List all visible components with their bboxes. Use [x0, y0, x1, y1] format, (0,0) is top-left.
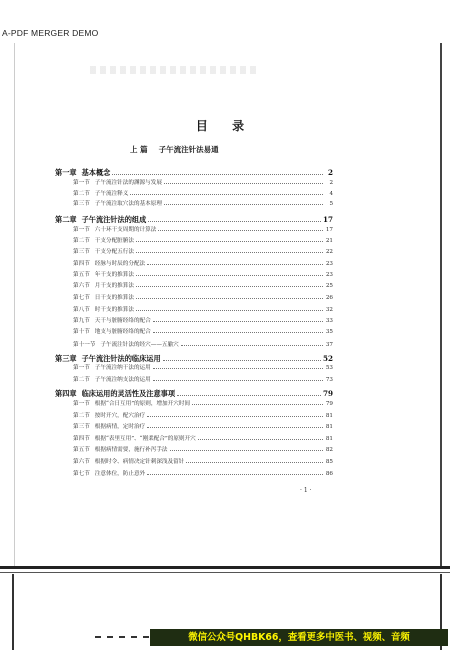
- toc-number: 第一节: [73, 227, 90, 233]
- toc-title-text: 根据病情需要，施行补泻手法: [94, 447, 168, 453]
- dot-leader: [153, 367, 323, 369]
- toc-section-row: [73, 180, 333, 187]
- toc-number: 第十节: [73, 329, 90, 335]
- toc-number: 第一节: [73, 180, 90, 186]
- toc-section-row: [73, 283, 333, 290]
- toc-page-number: 85: [325, 459, 333, 465]
- toc-title-text: 天干与脏腑经络的配合: [94, 318, 151, 324]
- toc-number: 第一章: [55, 168, 77, 177]
- toc-number: 第七节: [73, 295, 90, 301]
- toc-section-row: [73, 377, 333, 384]
- toc-number: 第九节: [73, 318, 90, 324]
- toc-title-text: 子午流注纳支法的运用: [94, 377, 151, 383]
- toc-section-row: [73, 201, 333, 208]
- toc-chapter-row: [55, 168, 333, 177]
- toc-number: 第四节: [73, 436, 90, 442]
- dot-leader: [192, 403, 323, 405]
- toc-page-number: 33: [325, 318, 333, 324]
- toc-section-row: [73, 307, 333, 314]
- toc-page-number: 4: [329, 191, 333, 197]
- toc-section-row: [73, 424, 333, 431]
- toc-title-text: 注意体位，防止意外: [94, 471, 146, 477]
- toc-section-row: [73, 329, 333, 336]
- toc-page-number: 79: [325, 401, 333, 407]
- toc-title-text: 根据“合日互用”的原则，增加开穴时间: [94, 401, 191, 407]
- dot-leader: [153, 320, 323, 322]
- toc-section-row: [73, 447, 333, 454]
- dot-leader: [158, 229, 323, 231]
- dot-leader: [148, 220, 321, 222]
- part-heading: [130, 144, 320, 155]
- dot-leader: [147, 426, 323, 428]
- page-separator-thick: [0, 566, 450, 569]
- toc-page-number: 26: [325, 295, 333, 301]
- dot-leader: [112, 173, 323, 175]
- toc-title-text: 六十环干支周期的计算法: [94, 227, 157, 233]
- toc-section-row: [73, 459, 333, 466]
- toc-page-number: 17: [325, 227, 333, 233]
- dot-leader: [136, 251, 323, 253]
- toc-page-number: 37: [325, 342, 333, 348]
- toc-title-text: 子午流注纳干法的运用: [94, 365, 151, 371]
- toc-number: 第六节: [73, 283, 90, 289]
- part-label: 上 篇: [130, 145, 148, 154]
- toc-page-number: 21: [325, 238, 333, 244]
- toc-number: 第六节: [73, 459, 90, 465]
- dot-leader: [181, 344, 323, 346]
- toc-title-text: 根据“表里互用”、“刚柔配合”的原则开穴: [94, 436, 196, 442]
- toc-title-text: 基本概念: [81, 168, 111, 177]
- toc-number: 第四节: [73, 261, 90, 267]
- dot-leader: [164, 203, 323, 205]
- toc-title-text: 日干支的推算法: [94, 295, 134, 301]
- toc-number: 第二节: [73, 413, 90, 419]
- part-title: 子午流注针法易通: [158, 145, 219, 154]
- toc-page-number: 82: [325, 447, 333, 453]
- toc-number: 第二章: [55, 215, 77, 224]
- toc-title: 目 录: [195, 119, 255, 133]
- toc-page-number: 5: [329, 201, 333, 207]
- toc-number: 第三节: [73, 249, 90, 255]
- toc-section-row: [73, 318, 333, 325]
- dot-leader: [147, 415, 323, 417]
- toc-title-text: 根据时令、病情决定针刺深浅及留针: [94, 459, 185, 465]
- dot-leader: [136, 274, 323, 276]
- dot-leader: [136, 297, 323, 299]
- toc-number: 第一节: [73, 365, 90, 371]
- toc-page-number: 2: [327, 168, 333, 177]
- dot-leader: [177, 394, 321, 396]
- toc-number: 第十一节: [73, 342, 96, 348]
- toc-section-row: [73, 365, 333, 372]
- toc-section-row: [73, 295, 333, 302]
- toc-page-number: 17: [322, 215, 333, 224]
- dot-leader: [130, 193, 323, 195]
- toc-title-text: 月干支的推算法: [94, 283, 134, 289]
- toc-title-text: 干支分配脏腑法: [94, 238, 134, 244]
- toc-page-number: 86: [325, 471, 333, 477]
- page-number: · 1 ·: [300, 487, 312, 494]
- dot-leader: [136, 285, 323, 287]
- toc-number: 第二节: [73, 377, 90, 383]
- toc-title-text: 经脉与时辰的分配法: [94, 261, 146, 267]
- toc-page-number: 81: [325, 424, 333, 430]
- toc-title-text: 根据病情，定时治疗: [94, 424, 146, 430]
- toc-page-number: 22: [325, 249, 333, 255]
- toc-number: 第三章: [55, 354, 77, 363]
- dot-leader: [186, 461, 323, 463]
- toc-number: 第二节: [73, 238, 90, 244]
- toc-title-text: 临床运用的灵活性及注意事项: [81, 389, 176, 398]
- toc-section-row: [73, 471, 333, 478]
- toc-title-text: 时干支的推算法: [94, 307, 134, 313]
- faint-header-smudge: [90, 66, 260, 74]
- toc-page-number: 23: [325, 272, 333, 278]
- toc-number: 第七节: [73, 471, 90, 477]
- dot-leader: [147, 263, 323, 265]
- toc-page-number: 2: [329, 180, 333, 186]
- toc-title-text: 干支分配五行法: [94, 249, 134, 255]
- toc-page-number: 32: [325, 307, 333, 313]
- toc-page-number: 25: [325, 283, 333, 289]
- toc-section-row: [73, 413, 333, 420]
- toc-page-number: 79: [322, 389, 333, 398]
- toc-section-row: [73, 261, 333, 268]
- dot-leader: [163, 359, 321, 361]
- toc-page-number: 73: [325, 377, 333, 383]
- toc-title-text: 子午流注针法的组成: [81, 215, 147, 224]
- toc-page-number: 81: [325, 436, 333, 442]
- dot-leader: [198, 438, 323, 440]
- toc-section-row: [73, 401, 333, 408]
- toc-page-number: 35: [325, 329, 333, 335]
- toc-page-number: 52: [322, 354, 333, 363]
- toc-page-number: 81: [325, 413, 333, 419]
- toc-title-text: 子午流注取穴法的基本原理: [94, 201, 162, 207]
- toc-title-text: 按时开穴，配穴治疗: [94, 413, 146, 419]
- toc-number: 第一节: [73, 401, 90, 407]
- toc-section-row: [73, 227, 333, 234]
- toc-number: 第二节: [73, 191, 90, 197]
- toc-chapter-row: [55, 215, 333, 224]
- toc-section-row: [73, 436, 333, 443]
- toc-section-row: [73, 272, 333, 279]
- toc-title-text: 子午流注释义: [94, 191, 129, 197]
- toc-section-row: [73, 249, 333, 256]
- toc-chapter-row: [55, 354, 333, 363]
- next-page-left-edge: [12, 574, 14, 650]
- toc-page-number: 23: [325, 261, 333, 267]
- dot-leader: [153, 331, 323, 333]
- toc-number: 第三节: [73, 424, 90, 430]
- dot-leader: [136, 309, 323, 311]
- toc-number: 第五节: [73, 272, 90, 278]
- dot-leader: [164, 182, 323, 184]
- toc-number: 第三节: [73, 201, 90, 207]
- dot-leader: [153, 379, 323, 381]
- toc-number: 第四章: [55, 389, 77, 398]
- toc-chapter-row: [55, 389, 333, 398]
- toc-title-text: 地支与脏腑经络的配合: [94, 329, 151, 335]
- watermark-text: A-PDF MERGER DEMO: [2, 28, 99, 38]
- promo-banner: 微信公众号QHBK66，查看更多中医书、视频、音频: [150, 629, 448, 646]
- toc-page-number: 53: [325, 365, 333, 371]
- toc-section-row: [73, 191, 333, 198]
- dot-leader: [147, 473, 323, 475]
- dot-leader: [170, 449, 323, 451]
- toc-section-row: [73, 342, 333, 349]
- toc-title-text: 子午流注针法的渊源与发展: [94, 180, 162, 186]
- toc-number: 第八节: [73, 307, 90, 313]
- toc-section-row: [73, 238, 333, 245]
- toc-number: 第五节: [73, 447, 90, 453]
- toc-title-text: 子午流注针法的经穴——五腧穴: [100, 342, 179, 348]
- toc-title-text: 年干支的推算法: [94, 272, 134, 278]
- toc-title-text: 子午流注针法的临床运用: [81, 354, 161, 363]
- page-separator-thin: [0, 572, 450, 573]
- dot-leader: [136, 240, 323, 242]
